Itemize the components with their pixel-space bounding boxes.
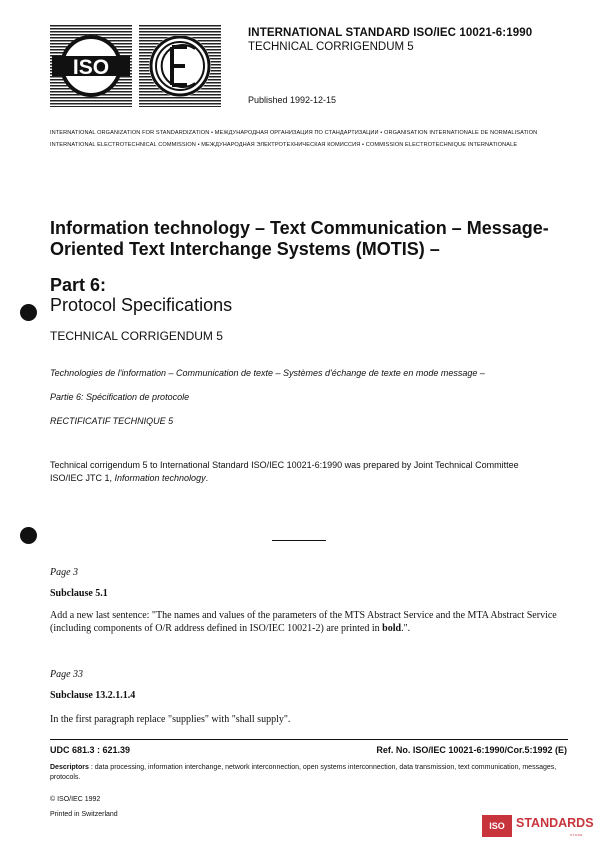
store-sublabel: STORE — [570, 833, 583, 837]
footer-rule — [50, 739, 568, 740]
corrigendum-heading: TECHNICAL CORRIGENDUM 5 — [50, 329, 223, 343]
descriptors — [50, 763, 570, 783]
udc-number: UDC 681.3 : 621.39 — [50, 745, 131, 755]
store-label: STANDARDS — [516, 816, 594, 830]
punch-hole-mark — [20, 304, 37, 321]
committee-name: Information technology — [114, 472, 206, 483]
separator-rule — [272, 540, 326, 541]
published-date: Published 1992-12-15 — [248, 95, 337, 105]
subclause-heading: Subclause 13.2.1.1.4 — [50, 690, 136, 701]
part-number: Part 6: — [50, 275, 107, 295]
iec-logo — [139, 25, 221, 107]
store-iso-mark: ISO — [482, 815, 512, 837]
standard-number: INTERNATIONAL STANDARD ISO/IEC 10021-6:1990 — [248, 27, 533, 39]
document-title: Information technology – Text Communication – Message-Oriented Text Interchange Systems (MOTIS) – — [50, 218, 549, 259]
corrigendum-label: TECHNICAL CORRIGENDUM 5 — [248, 41, 414, 53]
amendment-bold-word: bold — [382, 623, 402, 634]
french-corrigendum: RECTIFICATIF TECHNIQUE 5 — [50, 416, 174, 426]
copyright-notice: © ISO/IEC 1992 — [50, 796, 101, 803]
org-line-iec: INTERNATIONAL ELECTROTECHNICAL COMMISSION • МЕЖДУНАРОДНАЯ ЭЛЕКТРОТЕХНИЧЕСКАЯ КОМИССИЯ • COMMISSION ELECTROTECHNIQUE INTERNATIONALE — [50, 142, 518, 148]
prepared-by-text: Technical corrigendum 5 to International Standard ISO/IEC 10021-6:1990 was prepared by Joint Technical Committee ISO/IEC JTC 1, — [50, 460, 519, 483]
iso-logo-text: ISO — [72, 56, 110, 79]
french-title: Technologies de l'information – Communication de texte – Systèmes d'échange de texte en mode message – — [50, 368, 485, 378]
prepared-by-paragraph — [50, 459, 550, 484]
printed-in: Printed in Switzerland — [50, 811, 118, 818]
amendment-text-start: Add a new last sentence: "The names and values of the parameters of the MTS Abstract Service and the MTA Abstract Service (including components of O/R address defined in ISO/IEC 10021-2) are printed in — [50, 610, 557, 634]
amendment-text-end: .". — [401, 623, 411, 634]
part-title: Protocol Specifications — [50, 295, 233, 315]
amendment-text: In the first paragraph replace "supplies" with "shall supply". — [50, 714, 291, 725]
french-part: Partie 6: Spécification de protocole — [50, 392, 190, 402]
iso-logo — [50, 25, 132, 107]
punch-hole-mark — [20, 527, 37, 544]
reference-number: Ref. No. ISO/IEC 10021-6:1990/Cor.5:1992 (E) — [376, 745, 567, 755]
page-reference: Page 3 — [50, 567, 79, 578]
org-line-iso: INTERNATIONAL ORGANIZATION FOR STANDARDIZATION • МЕЖДУНАРОДНАЯ ОРГАНИЗАЦИЯ ПО СТАНДАРТИЗАЦИИ • ORGANISATION INTERNATIONALE DE NORMALISATION — [50, 130, 538, 136]
subclause-heading: Subclause 5.1 — [50, 588, 108, 599]
descriptors-label: Descriptors — [50, 764, 89, 771]
page-reference: Page 33 — [50, 669, 84, 680]
descriptors-list: : data processing, information interchange, network interconnection, open systems interconnection, data transmission, text communication, messages, protocols. — [50, 764, 557, 781]
iso-standards-store-badge[interactable] — [482, 814, 594, 840]
prepared-by-end: . — [205, 472, 209, 483]
amendment-text — [50, 609, 570, 635]
